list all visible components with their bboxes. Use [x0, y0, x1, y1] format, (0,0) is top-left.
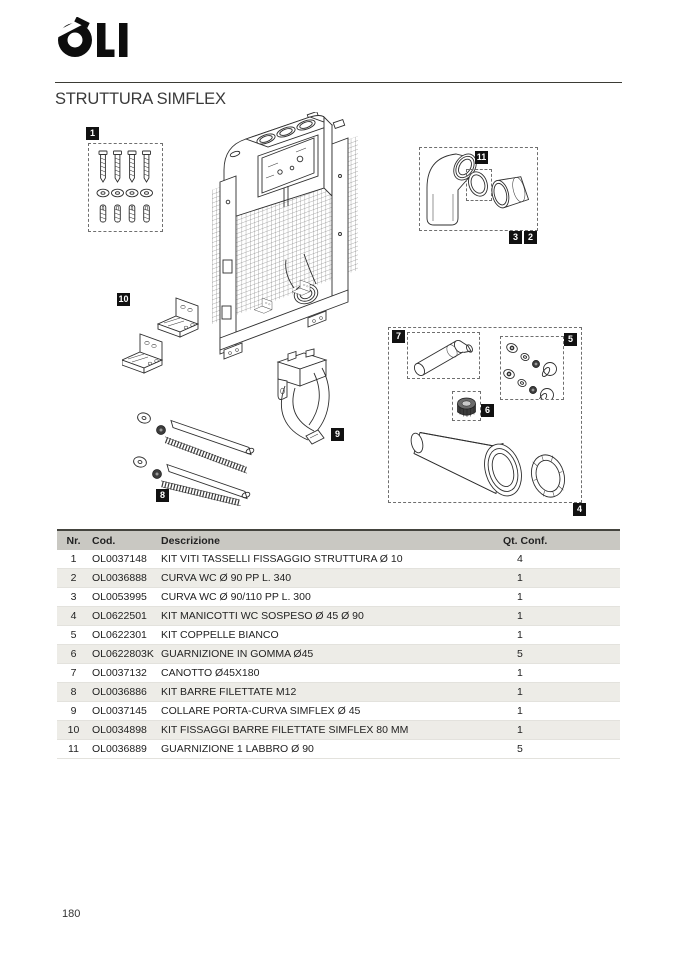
parts-table-body — [57, 550, 620, 759]
cell-qt: 1 — [503, 626, 620, 645]
cell-nr: 1 — [57, 550, 92, 569]
cell-nr: 6 — [57, 645, 92, 664]
threaded-bars-kit — [132, 402, 264, 506]
cell-cod: OL0037148 — [92, 550, 161, 569]
cell-cod: OL0622301 — [92, 626, 161, 645]
column-header-descrizione: Descrizione — [161, 530, 503, 550]
callout-1: 1 — [86, 127, 99, 140]
table-row — [57, 569, 620, 588]
wc-sleeve-drawing — [390, 430, 578, 502]
frame-structure-drawing — [208, 112, 366, 360]
cell-nr: 2 — [57, 569, 92, 588]
cell-cod: OL0037145 — [92, 702, 161, 721]
table-row — [57, 645, 620, 664]
cell-desc: CANOTTO Ø45X180 — [161, 664, 503, 683]
cell-cod: OL0037132 — [92, 664, 161, 683]
cell-desc: KIT VITI TASSELLI FISSAGGIO STRUTTURA Ø 10 — [161, 550, 503, 569]
cell-qt: 1 — [503, 683, 620, 702]
cell-desc: KIT BARRE FILETTATE M12 — [161, 683, 503, 702]
cell-desc: GUARNIZIONE 1 LABBRO Ø 90 — [161, 740, 503, 759]
frame-structure — [208, 112, 366, 360]
callout-9: 9 — [331, 428, 344, 441]
table-row — [57, 683, 620, 702]
cell-cod: OL0036888 — [92, 569, 161, 588]
callout-5: 5 — [564, 333, 577, 346]
oli-logo — [55, 17, 139, 61]
column-header-qt: Qt. Conf. — [503, 530, 620, 550]
wall-brackets-drawing — [122, 296, 200, 376]
cell-desc: CURVA WC Ø 90/110 PP L. 300 — [161, 588, 503, 607]
table-row — [57, 702, 620, 721]
cell-qt: 5 — [503, 740, 620, 759]
table-row — [57, 664, 620, 683]
table-row — [57, 588, 620, 607]
gasket-nut-drawing — [453, 392, 480, 420]
cell-qt: 1 — [503, 607, 620, 626]
table-row — [57, 626, 620, 645]
cell-nr: 7 — [57, 664, 92, 683]
cell-nr: 3 — [57, 588, 92, 607]
header-rule — [55, 82, 622, 83]
callout-10: 10 — [118, 294, 129, 304]
threaded-bars-drawing — [132, 402, 264, 506]
screws-kit-box — [88, 143, 163, 232]
cell-nr: 9 — [57, 702, 92, 721]
screws-kit-drawing — [89, 144, 162, 231]
cell-qt: 4 — [503, 550, 620, 569]
cell-desc: KIT MANICOTTI WC SOSPESO Ø 45 Ø 90 — [161, 607, 503, 626]
callout-7: 7 — [392, 330, 405, 343]
cell-cod: OL0036889 — [92, 740, 161, 759]
cell-qt: 1 — [503, 664, 620, 683]
cell-cod: OL0622501 — [92, 607, 161, 626]
cell-nr: 10 — [57, 721, 92, 740]
table-row — [57, 721, 620, 740]
table-row — [57, 740, 620, 759]
oli-logo-glyphs — [56, 19, 128, 57]
page-title: STRUTTURA SIMFLEX — [55, 90, 226, 108]
gasket-11-box — [466, 169, 492, 201]
cell-desc: GUARNIZIONE IN GOMMA Ø45 — [161, 645, 503, 664]
cell-nr: 11 — [57, 740, 92, 759]
callout-3: 3 — [509, 231, 522, 244]
callout-6: 6 — [481, 404, 494, 417]
column-header-cod: Cod. — [92, 530, 161, 550]
table-header-row — [57, 530, 620, 550]
cell-qt: 5 — [503, 645, 620, 664]
callout-8: 8 — [156, 489, 169, 502]
page-number: 180 — [62, 908, 81, 920]
callout-2: 2 — [524, 231, 537, 244]
cell-qt: 1 — [503, 721, 620, 740]
cell-nr: 5 — [57, 626, 92, 645]
cell-desc: COLLARE PORTA-CURVA SIMFLEX Ø 45 — [161, 702, 503, 721]
canotto-drawing — [408, 333, 479, 378]
gasket-nut-box — [452, 391, 481, 421]
cell-cod: OL0622803K — [92, 645, 161, 664]
cell-cod: OL0053995 — [92, 588, 161, 607]
coppelle-box — [500, 336, 564, 400]
cell-cod: OL0034898 — [92, 721, 161, 740]
callout-11: 11 — [476, 152, 487, 162]
table-row — [57, 607, 620, 626]
cell-qt: 1 — [503, 588, 620, 607]
cell-desc: KIT FISSAGGI BARRE FILETTATE SIMFLEX 80 MM — [161, 721, 503, 740]
canotto-box — [407, 332, 480, 379]
cell-nr: 8 — [57, 683, 92, 702]
cell-cod: OL0036886 — [92, 683, 161, 702]
callout-4: 4 — [573, 503, 586, 516]
cell-qt: 1 — [503, 569, 620, 588]
wall-brackets — [122, 296, 200, 376]
cell-desc: KIT COPPELLE BIANCO — [161, 626, 503, 645]
wc-sleeve — [390, 430, 578, 502]
cell-nr: 4 — [57, 607, 92, 626]
coppelle-drawing — [501, 337, 563, 399]
table-row — [57, 550, 620, 569]
cell-desc: CURVA WC Ø 90 PP L. 340 — [161, 569, 503, 588]
cell-qt: 1 — [503, 702, 620, 721]
column-header-nr: Nr. — [57, 530, 92, 550]
parts-table — [57, 529, 620, 759]
